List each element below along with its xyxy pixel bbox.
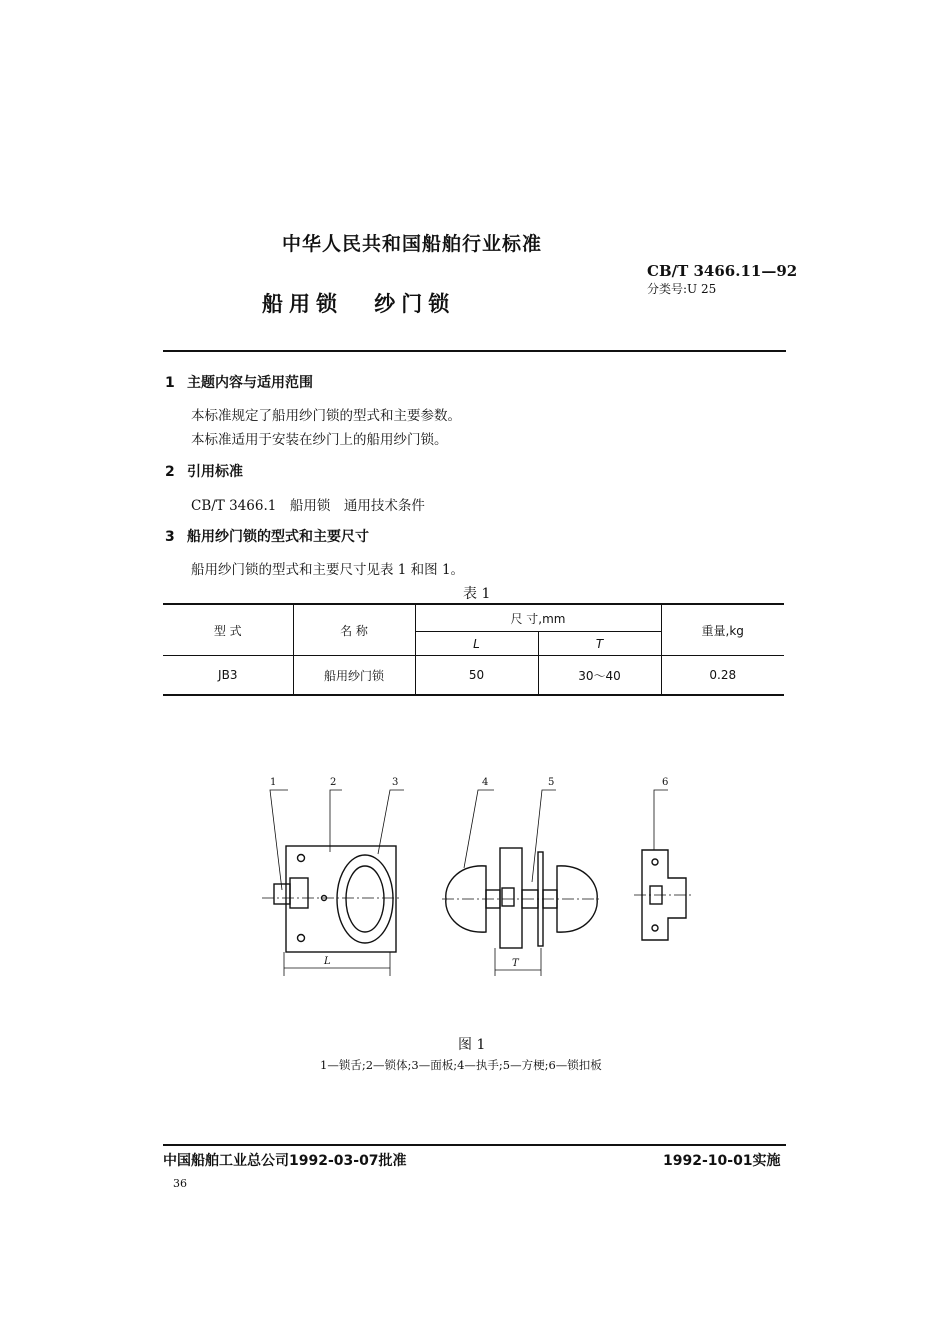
lock-front-view xyxy=(262,777,404,976)
dim-label-T: T xyxy=(512,958,519,969)
header-L: L xyxy=(415,632,538,656)
leader-2 xyxy=(330,790,342,852)
section-3-heading xyxy=(165,526,369,546)
section-1-heading xyxy=(165,372,313,392)
section-3-title: 船用纱门锁的型式和主要尺寸 xyxy=(187,529,369,545)
table-row xyxy=(163,656,784,696)
spindle-square xyxy=(502,888,514,906)
header-size-group: 尺 寸,mm xyxy=(415,604,661,632)
section-1-number: 1 xyxy=(165,375,175,391)
screw-hole xyxy=(298,935,305,942)
cell-type: JB3 xyxy=(163,656,293,696)
page-number: 36 xyxy=(173,1177,187,1190)
cell-weight: 0.28 xyxy=(661,656,784,696)
leader-6 xyxy=(654,790,668,850)
section-1-para-1: 本标准规定了船用纱门锁的型式和主要参数。 xyxy=(191,408,461,424)
section-1-title: 主题内容与适用范围 xyxy=(187,375,313,391)
footer-rule xyxy=(163,1144,786,1146)
approval-statement: 中国船舶工业总公司1992-03-07批准 xyxy=(163,1153,407,1169)
table-caption: 表 1 xyxy=(463,586,491,602)
section-2-number: 2 xyxy=(165,464,175,480)
leader-5 xyxy=(532,790,556,882)
section-3-number: 3 xyxy=(165,529,175,545)
standard-code: CB/T 3466.11—92 xyxy=(647,262,798,280)
face-plate-inner xyxy=(346,866,384,932)
lock-drawing xyxy=(250,772,710,992)
cell-name: 船用纱门锁 xyxy=(293,656,415,696)
screw-hole xyxy=(298,855,305,862)
label-1: 1 xyxy=(270,777,277,788)
header-T: T xyxy=(538,632,661,656)
document-title: 船用锁 纱门锁 xyxy=(262,292,456,316)
cell-T: 30～40 xyxy=(538,656,661,696)
spec-table xyxy=(163,603,784,696)
figure-caption: 图 1 xyxy=(458,1037,486,1053)
leader-3 xyxy=(378,790,404,854)
label-2: 2 xyxy=(330,777,337,788)
section-2-heading xyxy=(165,461,243,481)
section-2-para-1: CB/T 3466.1 船用锁 通用技术条件 xyxy=(191,498,425,514)
screw-hole xyxy=(652,859,658,865)
section-1-para-2: 本标准适用于安装在纱门上的船用纱门锁。 xyxy=(191,432,448,448)
strike-plate-view xyxy=(634,777,692,940)
label-5: 5 xyxy=(548,777,555,788)
label-4: 4 xyxy=(482,777,489,788)
lock-body-side xyxy=(500,848,522,948)
section-2-title: 引用标准 xyxy=(187,464,243,480)
implementation-date: 1992-10-01实施 xyxy=(663,1153,781,1169)
section-3-para-1: 船用纱门锁的型式和主要尺寸见表 1 和图 1。 xyxy=(191,562,465,578)
header-name: 名 称 xyxy=(293,604,415,656)
lock-side-view xyxy=(442,777,602,976)
header-type: 型 式 xyxy=(213,623,242,638)
screw-hole xyxy=(652,925,658,931)
leader-4 xyxy=(464,790,494,868)
cell-L: 50 xyxy=(415,656,538,696)
classification-number: 分类号:U 25 xyxy=(647,282,717,296)
standard-organization: 中华人民共和国船舶行业标准 xyxy=(282,233,543,255)
figure-legend: 1—锁舌;2—锁体;3—面板;4—执手;5—方梗;6—锁扣板 xyxy=(320,1058,602,1072)
lock-tongue-slot xyxy=(290,878,308,908)
dim-label-L: L xyxy=(324,956,331,967)
header-rule xyxy=(163,350,786,352)
label-3: 3 xyxy=(392,777,399,788)
header-weight: 重量,kg xyxy=(661,604,784,656)
label-6: 6 xyxy=(662,777,669,788)
leader-1 xyxy=(270,790,288,890)
